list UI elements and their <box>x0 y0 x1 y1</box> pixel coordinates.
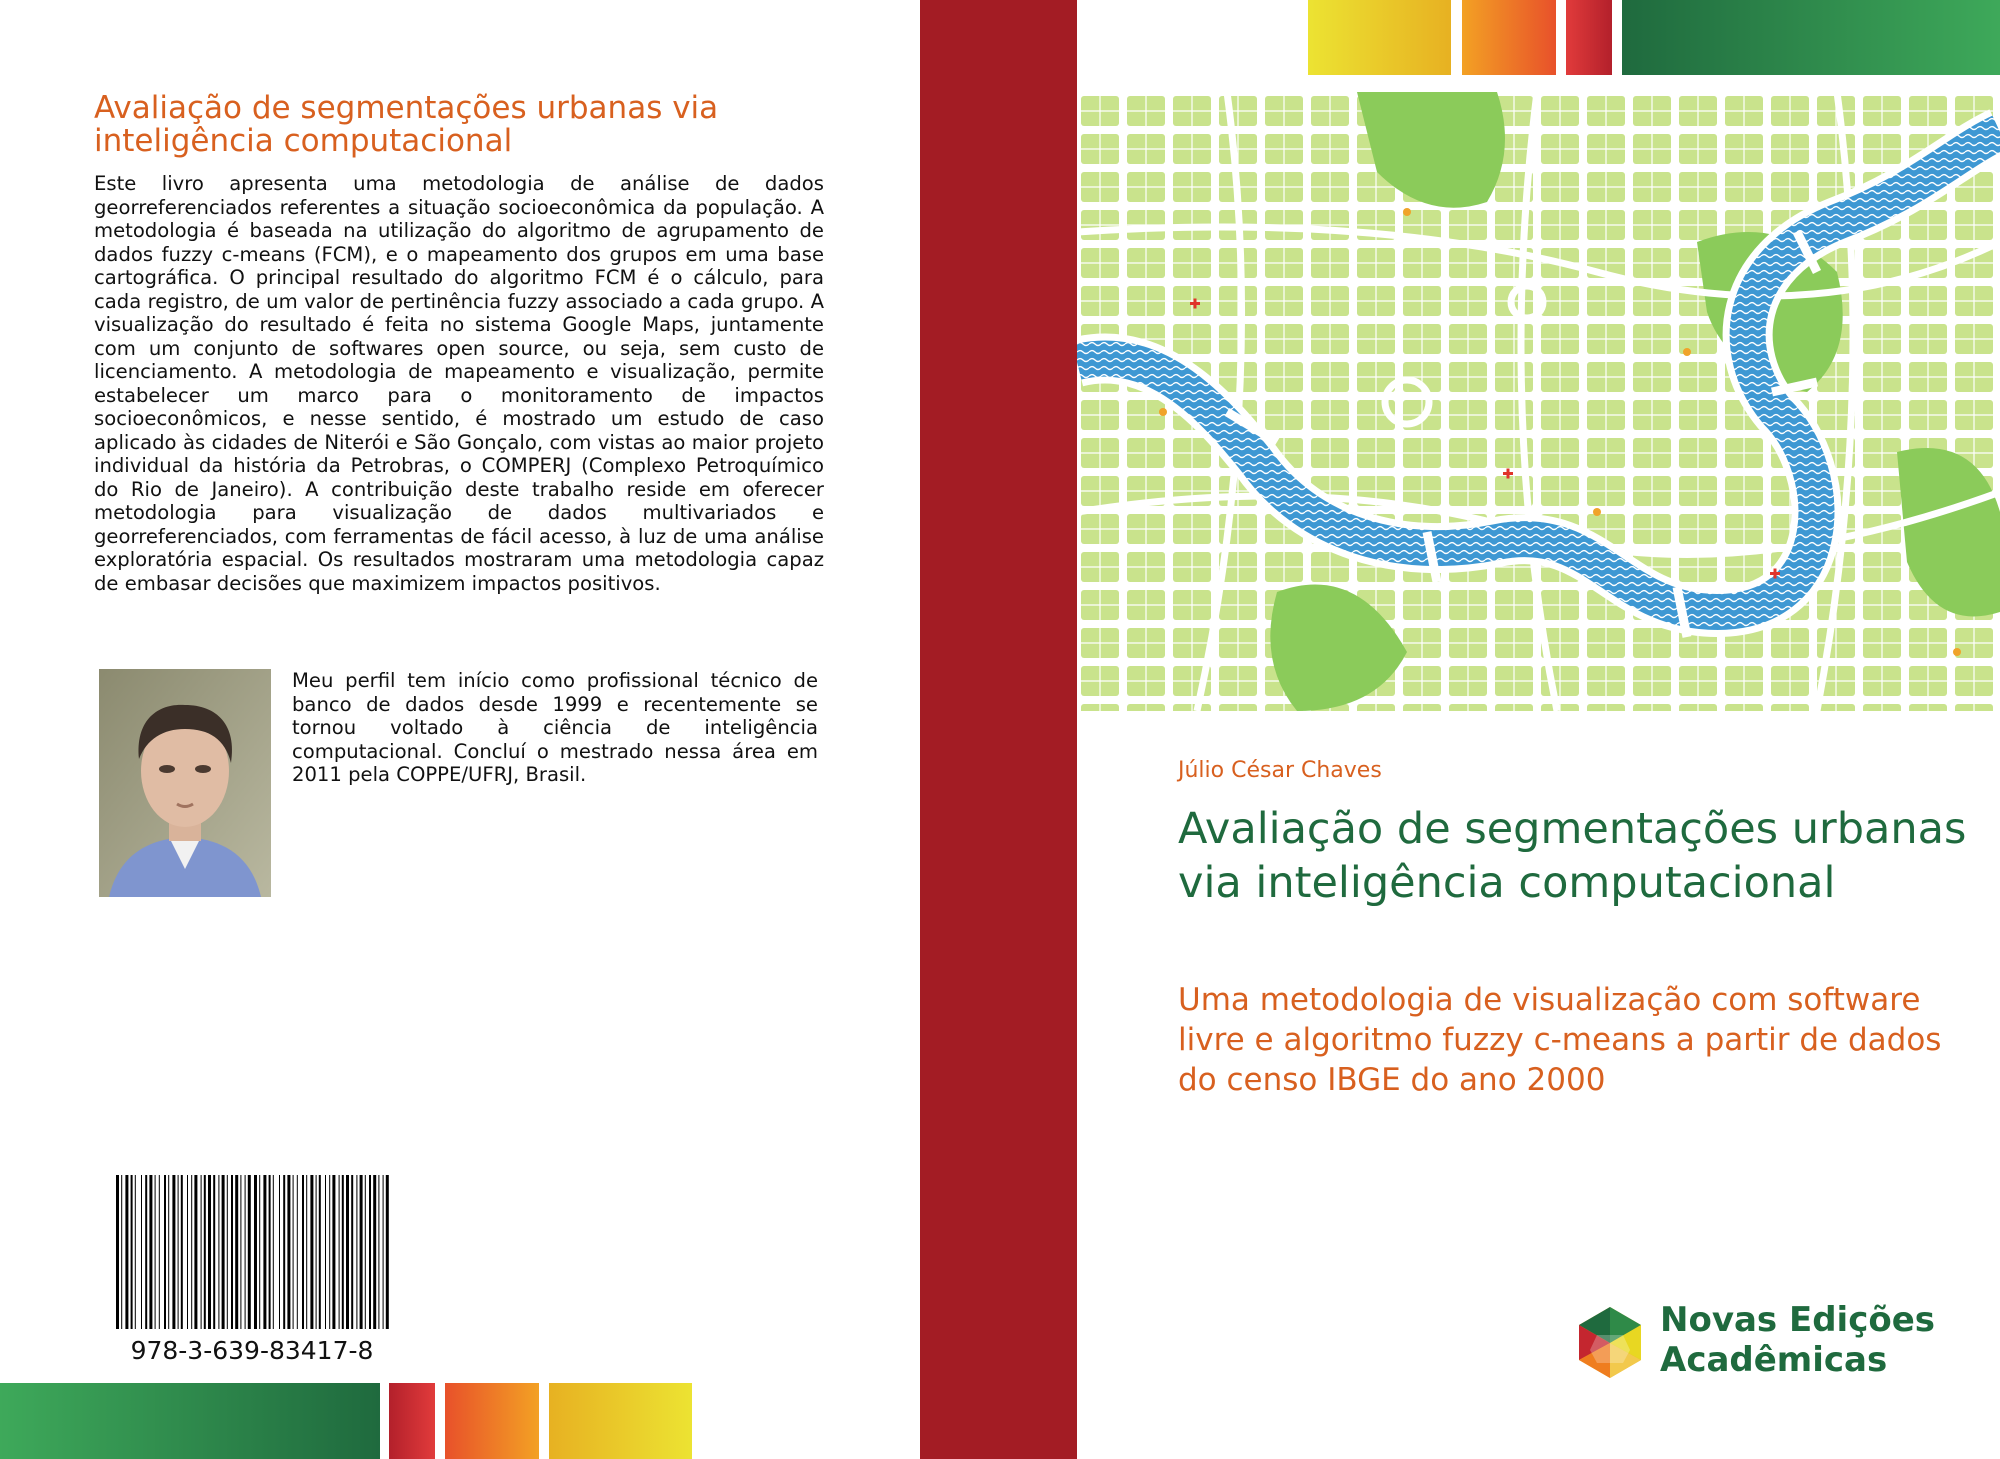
barcode-bar <box>159 1175 160 1329</box>
barcode-bar <box>373 1175 376 1329</box>
author-photo <box>99 669 271 897</box>
barcode-bar <box>155 1175 156 1329</box>
front-cover-subtitle: Uma metodologia de visualização com software livre e algoritmo fuzzy c-means a partir de dados do censo IBGE do ano 2000 <box>1178 982 1942 1098</box>
barcode-bar <box>218 1175 219 1329</box>
barcode-bar <box>297 1175 298 1329</box>
barcode-bar <box>310 1175 313 1329</box>
barcode-bar <box>254 1175 257 1329</box>
barcode-bar <box>121 1175 122 1329</box>
barcode-bar <box>164 1175 166 1329</box>
barcode-bar <box>306 1175 307 1329</box>
barcode-bar <box>378 1175 379 1329</box>
barcode-bar <box>208 1175 211 1329</box>
bottom-stripe-yellow <box>549 1383 692 1459</box>
barcode-bar <box>145 1175 147 1329</box>
city-map-icon <box>1077 92 2000 711</box>
barcode-bar <box>279 1175 280 1329</box>
barcode-bar <box>293 1175 294 1329</box>
barcode-bar <box>339 1175 340 1329</box>
spine <box>920 0 1077 1459</box>
barcode-bar <box>332 1175 335 1329</box>
barcode-bar <box>302 1175 304 1329</box>
barcode-bar <box>178 1175 179 1329</box>
author-bio: Meu perfil tem início como profissional técnico de banco de dados desde 1999 e recentemente se tornou voltado à ciência de inteligência computacional. Concluí o mestrado nessa área em 2011 pela COPPE/UFRJ, Brasil. <box>292 669 818 786</box>
top-stripe-orange <box>1462 0 1556 75</box>
barcode-bar <box>273 1175 274 1329</box>
author-portrait-icon <box>99 669 271 897</box>
barcode-bar <box>135 1175 136 1329</box>
barcode-bar <box>235 1175 238 1329</box>
barcode-bar <box>172 1175 175 1329</box>
barcode-bar <box>386 1175 389 1329</box>
barcode-bar <box>194 1175 197 1329</box>
barcode-bar <box>245 1175 246 1329</box>
barcode-bar <box>346 1175 349 1329</box>
top-stripe-red <box>1566 0 1612 75</box>
top-stripe-yellow <box>1308 0 1451 75</box>
barcode-icon <box>114 1175 390 1329</box>
barcode-bar <box>263 1175 266 1329</box>
barcode <box>114 1175 390 1329</box>
barcode-bar <box>356 1175 357 1329</box>
barcode-bar <box>149 1175 152 1329</box>
barcode-bar <box>240 1175 241 1329</box>
barcode-bar <box>231 1175 233 1329</box>
top-stripe-green <box>1622 0 2000 75</box>
barcode-bar <box>383 1175 384 1329</box>
cover-map-illustration <box>1077 92 2000 711</box>
barcode-bar <box>319 1175 321 1329</box>
front-cover-author: Júlio César Chaves <box>1178 758 1382 783</box>
publisher-name-line2: Acadêmicas <box>1660 1340 1888 1380</box>
barcode-bar <box>325 1175 326 1329</box>
barcode-bar <box>360 1175 363 1329</box>
back-cover-title: Avaliação de segmentações urbanas via inteligência computacional <box>94 90 719 159</box>
barcode-bar <box>125 1175 128 1329</box>
barcode-bar <box>369 1175 371 1329</box>
isbn-number: 978-3-639-83417-8 <box>130 1336 374 1365</box>
barcode-bar <box>204 1175 206 1329</box>
bottom-stripe-green <box>0 1383 380 1459</box>
barcode-bar <box>269 1175 271 1329</box>
bottom-stripe-orange <box>445 1383 539 1459</box>
barcode-bar <box>287 1175 290 1329</box>
barcode-bar <box>131 1175 133 1329</box>
barcode-bar <box>259 1175 260 1329</box>
barcode-bar <box>141 1175 142 1329</box>
publisher-logo <box>1575 1305 1645 1380</box>
hexagon-logo-icon <box>1575 1305 1645 1380</box>
publisher-name-line1: Novas Edições <box>1660 1300 1936 1340</box>
barcode-bar <box>191 1175 192 1329</box>
barcode-bar <box>213 1175 215 1329</box>
barcode-bar <box>116 1175 119 1329</box>
bottom-stripe-red <box>389 1383 435 1459</box>
back-cover-blurb: Este livro apresenta uma metodologia de análise de dados georreferenciados referentes a situação socioeconômica da população. A metodologia é baseada na utilização do algoritmo de agrupamento de dados fuzzy c-means (FCM), e o mapeamento dos grupos em uma base cartográfica. O principal resultado do algoritmo FCM é o cálculo, para cada registro, de um valor de pertinência fuzzy associado a cada grupo. A visualização do resultado é feita no sistema Google Maps, juntamente com um conjunto de softwares open source, ou seja, sem custo de licenciamento. A metodologia de mapeamento e visualização, permite estabelecer um marco para o monitoramento de impactos socioeconômicos, e nesse sentido, é mostrado um estudo de caso aplicado às cidades de Niterói e São Gonçalo, com vistas ao maior projeto individual da história da Petrobras, o COMPERJ (Complexo Petroquímico do Rio de Janeiro). A contribuição deste trabalho reside em oferecer metodologia para visualização de dados multivariados e georreferenciados, com ferramentas de fácil acesso, à luz de uma análise exploratória espacial. Os resultados mostraram uma metodologia capaz de embasar decisões que maximizem impactos positivos. <box>94 172 824 595</box>
barcode-bar <box>181 1175 183 1329</box>
barcode-bar <box>283 1175 285 1329</box>
barcode-bar <box>248 1175 251 1329</box>
barcode-bar <box>351 1175 353 1329</box>
barcode-bar <box>168 1175 169 1329</box>
barcode-bar <box>365 1175 366 1329</box>
front-cover-title: Avaliação de segmentações urbanas via inteligência computacional <box>1178 804 1967 908</box>
barcode-bar <box>222 1175 225 1329</box>
barcode-bar <box>329 1175 330 1329</box>
barcode-bar <box>227 1175 228 1329</box>
barcode-bar <box>342 1175 344 1329</box>
barcode-bar <box>201 1175 202 1329</box>
barcode-bar <box>316 1175 317 1329</box>
publisher-name <box>1660 1300 1935 1380</box>
barcode-bar <box>187 1175 188 1329</box>
